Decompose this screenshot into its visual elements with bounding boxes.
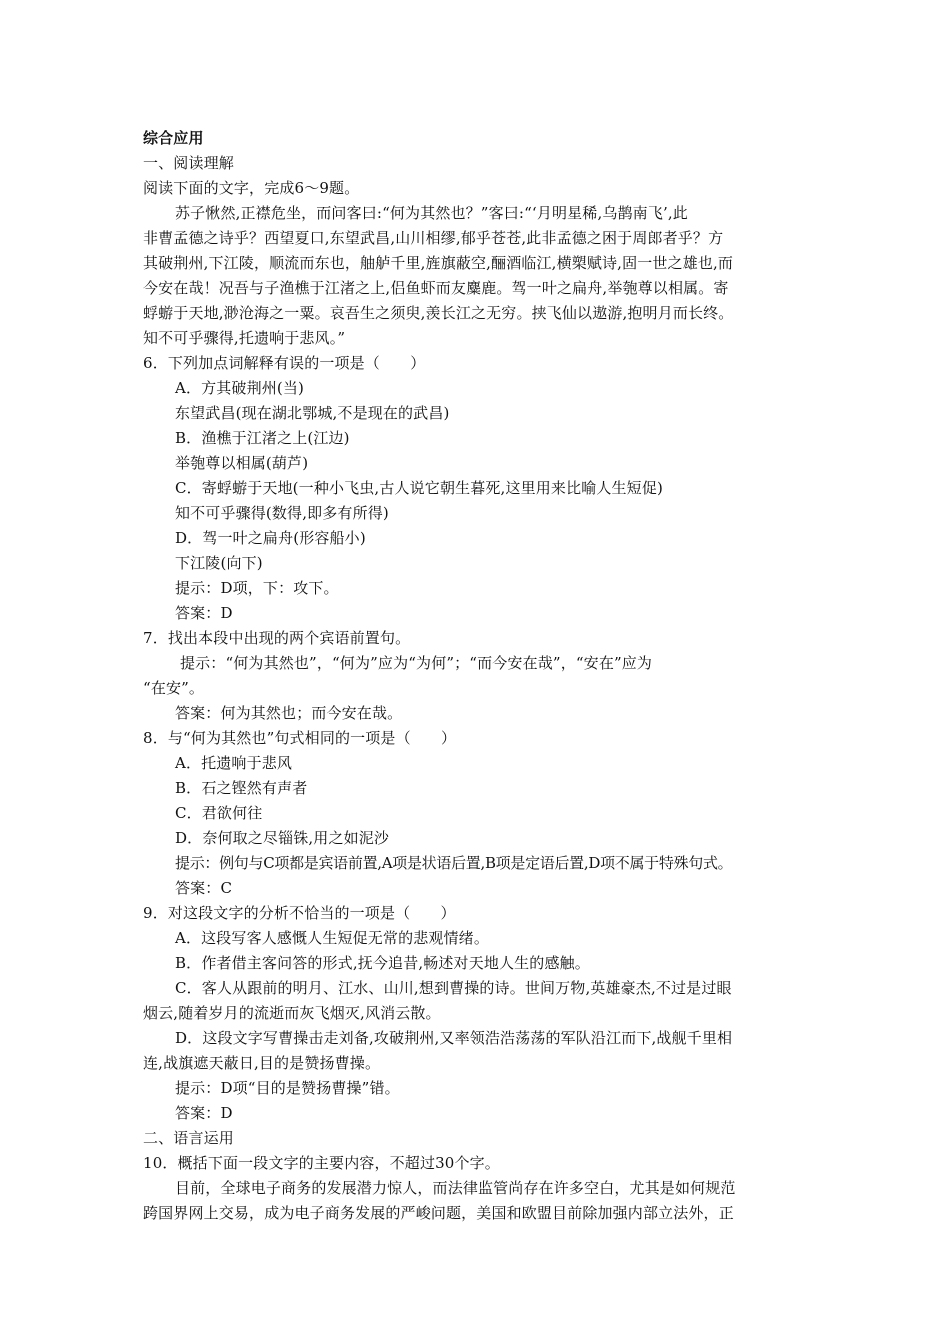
question-8-option-b: B．石之铿然有声者 <box>175 779 308 797</box>
passage-line: 苏子愀然,正襟危坐，而问客曰:“何为其然也？”客曰:“‘月明星稀,乌鹊南飞’,此 <box>175 204 688 222</box>
question-6-hint: 提示：D项，下：攻下。 <box>175 579 339 597</box>
passage-line: 知不可乎骤得,托遗响于悲风。” <box>143 329 346 347</box>
question-7-stem: 7．找出本段中出现的两个宾语前置句。 <box>143 629 411 647</box>
question-6-option-d: D．驾一叶之扁舟(形容船小) <box>175 529 366 547</box>
question-9-option-a: A．这段写客人感慨人生短促无常的悲观情绪。 <box>175 929 489 947</box>
question-8-option-c: C．君欲何往 <box>175 804 263 822</box>
question-9-hint: 提示：D项“目的是赞扬曹操”错。 <box>175 1079 400 1097</box>
question-9-option-d-cont: 连,战旗遮天蔽日,目的是赞扬曹操。 <box>143 1054 381 1072</box>
question-8-option-a: A．托遗响于悲风 <box>175 754 293 772</box>
question-9-option-d: D．这段文字写曹操击走刘备,攻破荆州,又率领浩浩荡荡的军队沿江而下,战舰千里相 <box>175 1029 733 1047</box>
question-6-option-b: B．渔樵于江渚之上(江边) <box>175 429 350 447</box>
question-10-passage-cont: 跨国界网上交易，成为电子商务发展的严峻问题，美国和欧盟目前除加强内部立法外，正 <box>143 1204 734 1222</box>
question-9-option-c: C．客人从跟前的明月、江水、山川,想到曹操的诗。世间万物,英雄豪杰,不过是过眼 <box>175 979 732 997</box>
question-9-option-c-cont: 烟云,随着岁月的流逝而灰飞烟灭,风消云散。 <box>143 1004 441 1022</box>
passage-line: 其破荆州,下江陵，顺流而东也，舳舻千里,旌旗蔽空,酾酒临江,横槊赋诗,固一世之雄也,而 <box>143 254 734 272</box>
question-8-answer: 答案：C <box>175 879 233 897</box>
question-10-passage: 目前，全球电子商务的发展潜力惊人，而法律监管尚存在许多空白，尤其是如何规范 <box>175 1179 736 1197</box>
reading-instruction: 阅读下面的文字，完成6～9题。 <box>143 179 360 197</box>
passage-line: 非曹孟德之诗乎？西望夏口,东望武昌,山川相缪,郁乎苍苍,此非孟德之困于周郎者乎？方 <box>143 229 724 247</box>
question-6-stem: 6．下列加点词解释有误的一项是（ ） <box>143 354 426 372</box>
question-6-option-b-cont: 举匏尊以相属(葫芦) <box>175 454 309 472</box>
section-heading-reading: 一、阅读理解 <box>143 154 234 172</box>
section-heading-language: 二、语言运用 <box>143 1129 234 1147</box>
question-7-answer: 答案：何为其然也；而今安在哉。 <box>175 704 403 722</box>
passage-line: 蜉蝣于天地,渺沧海之一粟。哀吾生之须臾,羡长江之无穷。挟飞仙以遨游,抱明月而长终。 <box>143 304 734 322</box>
question-6-option-c: C．寄蜉蝣于天地(一种小飞虫,古人说它朝生暮死,这里用来比喻人生短促) <box>175 479 663 497</box>
question-9-answer: 答案：D <box>175 1104 233 1122</box>
question-6-answer: 答案：D <box>175 604 233 622</box>
question-6-option-c-cont: 知不可乎骤得(数得,即多有所得) <box>175 504 389 522</box>
question-6-option-d-cont: 下江陵(向下) <box>175 554 263 572</box>
question-6-option-a-cont: 东望武昌(现在湖北鄂城,不是现在的武昌) <box>175 404 450 422</box>
question-8-option-d: D．奈何取之尽锱铢,用之如泥沙 <box>175 829 390 847</box>
question-6-option-a: A．方其破荆州(当) <box>175 379 305 397</box>
question-8-stem: 8．与“何为其然也”句式相同的一项是（ ） <box>143 729 457 747</box>
question-8-hint: 提示：例句与C项都是宾语前置,A项是状语后置,B项是定语后置,D项不属于特殊句式。 <box>175 854 733 872</box>
question-7-hint-cont: “在安”。 <box>143 679 205 697</box>
question-10-stem: 10．概括下面一段文字的主要内容，不超过30个字。 <box>143 1154 500 1172</box>
question-9-option-b: B．作者借主客问答的形式,抚今追昔,畅述对天地人生的感触。 <box>175 954 590 972</box>
question-7-hint: 提示：“何为其然也”，“何为”应为“为何”；“而今安在哉”，“安在”应为 <box>180 654 653 672</box>
question-9-stem: 9．对这段文字的分析不恰当的一项是（ ） <box>143 904 456 922</box>
passage-line: 今安在哉！况吾与子渔樵于江渚之上,侣鱼虾而友麋鹿。驾一叶之扁舟,举匏尊以相属。寄 <box>143 279 729 297</box>
section-title: 综合应用 <box>143 129 204 147</box>
